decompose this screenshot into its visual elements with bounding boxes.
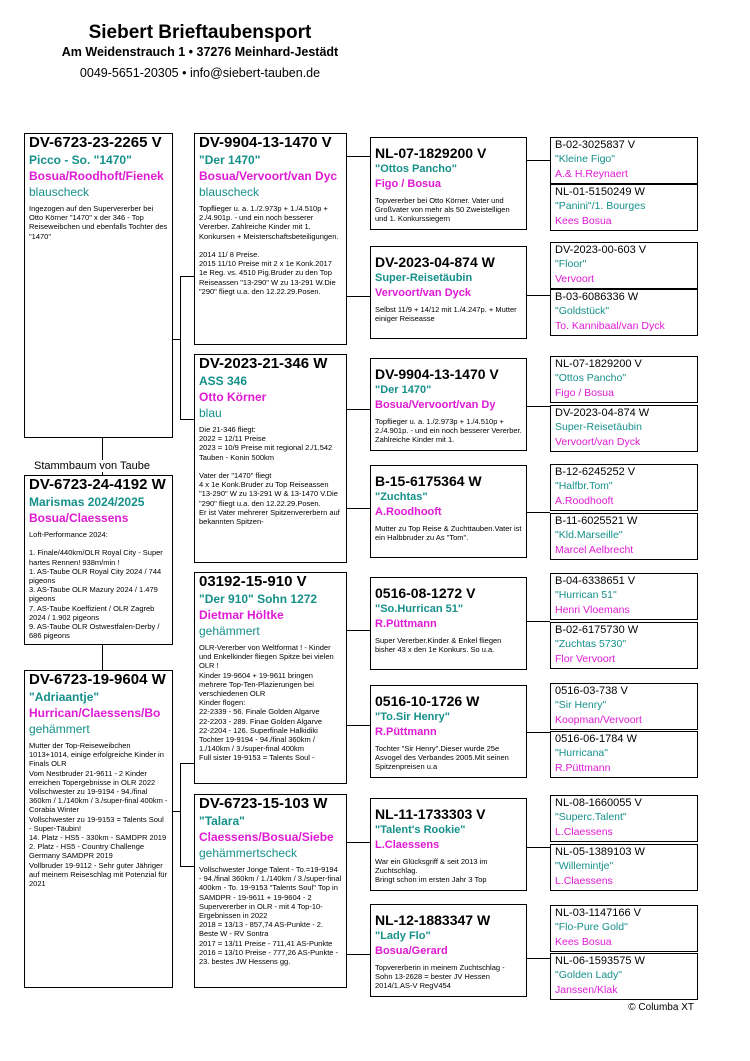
connector-line bbox=[172, 339, 180, 340]
father-card[interactable] bbox=[24, 133, 173, 438]
pigeon-breeder: A.Roodhooft bbox=[555, 495, 614, 507]
pigeon-breeder: L.Claessens bbox=[555, 826, 613, 838]
pigeon-description: Topvererber bei Otto Körner. Vater und Großvater von mehr als 50 Zweistelligen und 1. Konkurssiegern bbox=[375, 196, 510, 223]
pigeon-number: 0516-03-738 V bbox=[555, 685, 628, 697]
connector-line bbox=[180, 763, 194, 764]
grandparent-card[interactable] bbox=[194, 354, 347, 563]
great-grandparent-card[interactable] bbox=[370, 798, 527, 891]
pigeon-name: "Lady Flo" bbox=[375, 930, 431, 942]
pigeon-name: Super-Reisetäubin bbox=[375, 272, 473, 284]
pigeon-breeder: Hurrican/Claessens/Bo bbox=[29, 706, 161, 720]
pigeon-description: Selbst 11/9 + 14/12 mit 1./4.247p. + Mutter einiger Reiseasse bbox=[375, 305, 517, 323]
pigeon-number: B-15-6175364 W bbox=[375, 473, 482, 489]
header-contact: 0049-5651-20305 • info@siebert-tauben.de bbox=[79, 66, 321, 80]
pigeon-description: Mutter zu Top Reise & Zuchttauben.Vater ist ein Halbbruder zu As "Tom". bbox=[375, 524, 522, 542]
pigeon-description: Topflieger u. a. 1./2.973p + 1./4.510p + 2./4.901p. - und ein noch besserer Vererber. Zahlreiche Kinder mit 1. bbox=[375, 417, 522, 444]
pigeon-name: "Adriaantje" bbox=[29, 690, 100, 704]
pigeon-number: DV-2023-04-874 W bbox=[555, 407, 650, 419]
pigeon-number: NL-11-1733303 V bbox=[375, 806, 486, 822]
pigeon-color: blauscheck bbox=[29, 185, 90, 199]
pigeon-number: DV-2023-04-874 W bbox=[375, 254, 495, 270]
grandparent-card[interactable] bbox=[194, 572, 347, 784]
great-grandparent-card[interactable] bbox=[370, 465, 527, 558]
pigeon-name: "Der 1470" bbox=[199, 153, 261, 167]
pigeon-description: Topflieger u. a. 1./2.973p + 1./4.510p + 2./4.901p. - und ein noch besserer Vererber. Zahlreiche Kinder mit 1. Konkursen + Meisterschaftsbeteiligungen. 2014 11/ 8 Preise. 2015 11/10 Preise mit 2 x 1e Konk.2017 1e Reg. vs. 4510 Pig.Bruder zu den Top Reiseassen "13-290" W zu 13-291 W.Die "290" fliegt u.a. den 12.22.29.Posen. bbox=[199, 204, 339, 296]
pigeon-description: War ein Glücksgriff & seit 2013 im Zuchtschlag. Bringt schon im ersten Jahr 3 Top bbox=[375, 857, 488, 884]
connector-line bbox=[346, 725, 370, 726]
pigeon-number: B-03-6086336 W bbox=[555, 291, 639, 303]
pigeon-name: "Talara" bbox=[199, 814, 245, 828]
pigeon-breeder: Bosua/Gerard bbox=[375, 945, 448, 957]
pigeon-description: Mutter der Top-Reiseweibchen 1013+1014, einige erfolgreiche Kinder in Finals OLR Vom Nestbruder 21-9611 - 2 Kinder erreichen Topergebnisse in OLR 2022 Vollschwester zu 19-9194 - 94./final 360km / 1./140km / 3./super-final 400km - Corabia Winter Vollschwester zu 19-9153 = Talents Soul - Super-Täubin! 14. Platz - HS5 - 330km - SAMDPR 2019 2. Platz - HS5 - Country Challenge Germany SAMDPR 2019 Vollbruder 19-9112 - Sehr guter Jähriger auf meinem Reiseschlag mit Potenzial für 2021 bbox=[29, 741, 168, 889]
mother-card[interactable] bbox=[24, 670, 173, 988]
pigeon-breeder: To. Kannibaal/van Dyck bbox=[555, 320, 665, 332]
connector-line bbox=[172, 811, 180, 812]
connector-line bbox=[102, 645, 103, 670]
pigeon-name: "Kld.Marseille" bbox=[555, 529, 623, 541]
great-grandparent-card[interactable] bbox=[370, 358, 527, 451]
pigeon-breeder: Bosua/Vervoort/van Dy bbox=[375, 399, 496, 411]
pigeon-description: Super Vererber.Kinder & Enkel fliegen bisher 43 x den 1e Konkurs. So u.a. bbox=[375, 636, 502, 654]
pigeon-breeder: Kees Bosua bbox=[555, 215, 612, 227]
pigeon-name: "Der 910" Sohn 1272 bbox=[199, 592, 318, 606]
pigeon-description: Loft-Performance 2024: 1. Finale/440km/OLR Royal City - Super hartes Rennen! 938m/min ! 1. AS-Taube OLR Royal City 2024 / 744 pigeons 3. AS-Taube OLR Mazury 2024 / 1.479 pigeons 7. AS-Taube Koeffizient / OLR Zagreb 2024 / 1.902 pigeons 9. AS-Taube OLR Ostwestfalen-Derby / 686 pigeons bbox=[29, 530, 163, 641]
header-title: Siebert Brieftaubensport bbox=[88, 22, 312, 43]
connector-line bbox=[526, 621, 550, 622]
pigeon-breeder: L.Claessens bbox=[375, 839, 440, 851]
pigeon-breeder: R.Püttmann bbox=[555, 762, 611, 774]
pigeon-breeder: Dietmar Höltke bbox=[199, 608, 284, 622]
connector-line bbox=[180, 419, 194, 420]
pigeon-breeder: L.Claessens bbox=[555, 875, 613, 887]
pigeon-number: B-02-3025837 V bbox=[555, 139, 636, 151]
pigeon-name: "So.Hurrican 51" bbox=[375, 603, 464, 615]
grandparent-card[interactable] bbox=[194, 133, 347, 345]
pigeon-breeder: Figo / Bosua bbox=[555, 387, 614, 399]
grandparent-card[interactable] bbox=[194, 794, 347, 988]
connector-line bbox=[346, 296, 370, 297]
connector-line bbox=[526, 958, 550, 959]
pigeon-name: Marismas 2024/2025 bbox=[29, 495, 145, 509]
pigeon-number: NL-08-1660055 V bbox=[555, 797, 642, 809]
connector-line bbox=[526, 406, 550, 407]
subject-card[interactable] bbox=[24, 475, 173, 645]
gen4-card[interactable] bbox=[550, 953, 698, 1000]
gen4-card[interactable] bbox=[550, 289, 698, 336]
pigeon-breeder: Claessens/Bosua/Siebe bbox=[199, 830, 334, 844]
pigeon-description: OLR-Vererber von Weltformat ! - Kinder und Enkelkinder fliegen Spitze bei vielen OLR ! Kinder 19-9604 + 19-9611 bringen mehrere Top-Ten-Plazierungen bei verschiedenen OLR Kinder flogen: 22-2339 - 56. Finale Golden Algarve 22-2203 - 289. Finae Golden Algarve 22-2204 - 126. Superfinale Halkidiki Tochter 19-9194 - 94./final 360km / 1./140km / 3./super-final 400km Full sister 19-9153 = Talents Soul - bbox=[199, 643, 334, 763]
connector-line bbox=[526, 160, 550, 161]
pigeon-color: gehämmert bbox=[199, 624, 260, 638]
gen4-card[interactable] bbox=[550, 356, 698, 403]
connector-line bbox=[346, 508, 370, 509]
gen4-card[interactable] bbox=[550, 905, 698, 952]
pigeon-name: "Kleine Figo" bbox=[555, 153, 615, 165]
pigeon-name: "Zuchtas" bbox=[375, 491, 428, 503]
pigeon-name: Super-Reisetäubin bbox=[555, 421, 642, 433]
pigeon-name: "Sir Henry" bbox=[555, 699, 607, 711]
pigeon-name: "Panini"/1. Bourges bbox=[555, 200, 646, 212]
pigeon-number: NL-12-1883347 W bbox=[375, 912, 491, 928]
pigeon-number: NL-07-1829200 V bbox=[555, 358, 642, 370]
connector-line bbox=[526, 295, 550, 296]
great-grandparent-card[interactable] bbox=[370, 685, 527, 778]
connector-line bbox=[180, 276, 194, 277]
pigeon-number: DV-9904-13-1470 V bbox=[375, 366, 499, 382]
connector-line bbox=[346, 842, 370, 843]
stammbaum-label: Stammbaum von Taube bbox=[34, 460, 150, 472]
pigeon-number: 03192-15-910 V bbox=[199, 573, 307, 590]
pigeon-name: Picco - So. "1470" bbox=[29, 153, 132, 167]
pigeon-number: DV-6723-23-2265 V bbox=[29, 134, 162, 151]
pigeon-name: "Zuchtas 5730" bbox=[555, 638, 627, 650]
gen4-card[interactable] bbox=[550, 137, 698, 184]
pigeon-breeder: Vervoort/van Dyck bbox=[555, 436, 641, 448]
pigeon-name: "Hurrican 51" bbox=[555, 589, 617, 601]
great-grandparent-card[interactable] bbox=[370, 137, 527, 230]
pigeon-description: Tochter "Sir Henry".Dieser wurde 25e Asvogel des Verbandes 2005.Mit seinen Spitzenpreisen u.a bbox=[375, 744, 509, 771]
connector-line bbox=[180, 276, 181, 419]
connector-line bbox=[180, 866, 194, 867]
pigeon-breeder: Bosua/Vervoort/van Dyc bbox=[199, 169, 338, 183]
pigeon-number: B-11-6025521 W bbox=[555, 515, 638, 527]
pigeon-number: B-04-6338651 V bbox=[555, 575, 636, 587]
pigeon-breeder: Vervoort/van Dyck bbox=[375, 287, 471, 299]
connector-line bbox=[346, 409, 370, 410]
gen4-card[interactable] bbox=[550, 573, 698, 620]
pigeon-breeder: Flor Vervoort bbox=[555, 653, 616, 665]
connector-line bbox=[526, 847, 550, 848]
pigeon-description: Ingezogen auf den Supervererber bei Otto Körner "1470" x der 346 - Top Reiseweibchen und ebenfalls Tochter des "1470" bbox=[29, 204, 168, 241]
pigeon-name: "Willemintje" bbox=[555, 860, 614, 872]
pigeon-breeder: Kees Bosua bbox=[555, 936, 612, 948]
pigeon-breeder: R.Püttmann bbox=[375, 618, 437, 630]
gen4-card[interactable] bbox=[550, 513, 698, 560]
pigeon-name: "Halfbr.Tom" bbox=[555, 480, 613, 492]
pigeon-name: "Goldstück" bbox=[555, 305, 610, 317]
connector-line bbox=[526, 512, 550, 513]
gen4-card[interactable] bbox=[550, 683, 698, 730]
pigeon-name: "Golden Lady" bbox=[555, 969, 622, 981]
pigeon-description: Die 21-346 fliegt: 2022 = 12/11 Preise 2023 = 10/9 Preise mit regional 2./1.542 Tauben - Konin 500km Vater der "1470" fliegt 4 x 1e Konk.Bruder zu Top Reiseassen "13-290" W zu 13-291 W & 13-1470 V.Die "290" fliegt u.a. den 12.22.29.Posen. Er ist Vater mehrerer Spitzenvererbern auf bekannten Spitzen- bbox=[199, 425, 340, 527]
connector-line bbox=[526, 732, 550, 733]
pigeon-name: "Der 1470" bbox=[375, 384, 432, 396]
pigeon-breeder: Henri Vloemans bbox=[555, 604, 630, 616]
pigeon-number: DV-2023-00-603 V bbox=[555, 244, 647, 256]
pigeon-name: "Floor" bbox=[555, 258, 587, 270]
pigeon-breeder: Vervoort bbox=[555, 273, 595, 285]
gen4-card[interactable] bbox=[550, 242, 698, 289]
pigeon-number: B-12-6245252 V bbox=[555, 466, 636, 478]
pigeon-breeder: Otto Körner bbox=[199, 390, 267, 404]
pigeon-breeder: Koopman/Vervoort bbox=[555, 714, 642, 726]
pigeon-number: NL-03-1147166 V bbox=[555, 907, 642, 919]
pigeon-color: gehämmert bbox=[29, 722, 90, 736]
pigeon-number: NL-05-1389103 W bbox=[555, 846, 645, 858]
pigeon-number: NL-06-1593575 W bbox=[555, 955, 645, 967]
connector-line bbox=[180, 763, 181, 866]
great-grandparent-card[interactable] bbox=[370, 246, 527, 339]
pigeon-description: Topvererberin in meinem Zuchtschlag - Sohn 13-2628 = bester JV Hessen 2014/1.AS-V RegV454 bbox=[375, 963, 505, 990]
pigeon-number: DV-6723-24-4192 W bbox=[29, 476, 166, 493]
pigeon-breeder: A.& H.Reynaert bbox=[555, 168, 628, 180]
gen4-card[interactable] bbox=[550, 184, 698, 231]
pigeon-name: ASS 346 bbox=[199, 374, 248, 388]
pigeon-number: DV-6723-19-9604 W bbox=[29, 671, 166, 688]
pigeon-name: "Ottos Pancho" bbox=[375, 163, 457, 175]
gen4-card[interactable] bbox=[550, 622, 698, 669]
connector-line bbox=[346, 954, 370, 955]
copyright: © Columba XT bbox=[628, 1002, 694, 1013]
pigeon-name: "Superc.Talent" bbox=[555, 811, 627, 823]
pigeon-color: blau bbox=[199, 406, 222, 420]
pigeon-name: "Flo-Pure Gold" bbox=[555, 921, 628, 933]
great-grandparent-card[interactable] bbox=[370, 904, 527, 997]
pigeon-breeder: A.Roodhooft bbox=[375, 506, 442, 518]
gen4-card[interactable] bbox=[550, 405, 698, 452]
pigeon-number: NL-01-5150249 W bbox=[555, 186, 645, 198]
pigeon-number: 0516-08-1272 V bbox=[375, 585, 476, 601]
header-address: Am Weidenstrauch 1 • 37276 Meinhard-Jestädt bbox=[61, 45, 339, 59]
pigeon-number: NL-07-1829200 V bbox=[375, 145, 487, 161]
pigeon-name: "To.Sir Henry" bbox=[375, 711, 451, 723]
pigeon-breeder: Janssen/Klak bbox=[555, 984, 618, 996]
pigeon-breeder: Marcel Aelbrecht bbox=[555, 544, 634, 556]
pigeon-name: "Talent's Rookie" bbox=[375, 824, 466, 836]
pigeon-number: DV-9904-13-1470 V bbox=[199, 134, 332, 151]
pigeon-number: 0516-06-1784 W bbox=[555, 733, 637, 745]
pigeon-name: "Hurricana" bbox=[555, 747, 608, 759]
pigeon-number: DV-6723-15-103 W bbox=[199, 795, 328, 812]
pigeon-breeder: Bosua/Roodhoft/Fienek bbox=[29, 169, 164, 183]
connector-line bbox=[346, 156, 370, 157]
gen4-card[interactable] bbox=[550, 795, 698, 842]
pigeon-breeder: R.Püttmann bbox=[375, 726, 437, 738]
pigeon-breeder: Figo / Bosua bbox=[375, 178, 441, 190]
pigeon-number: B-02-6175730 W bbox=[555, 624, 639, 636]
pigeon-color: gehämmertscheck bbox=[199, 846, 298, 860]
pigeon-description: Vollschwester Jonge Talent - To.=19-9194 - 94./final 360km / 1./140km / 3./super-final 400km - To. 19-9153 "Talents Soul" Top in SAMDPR - 19-9611 + 19-9604 - 2 Supervererber in OLR - mit 4 Top-10-Ergebnissen in 2022 2018 = 13/13 - 857,74 AS-Punkte - 2. Beste W - RV Sontra 2017 = 13/11 Preise - 711,41 AS-Punkte 2016 = 13/10 Preise - 777,26 AS-Punkte - 23. bestes JW Hessens gg. bbox=[199, 865, 342, 967]
pigeon-breeder: Bosua/Claessens bbox=[29, 511, 129, 525]
pigeon-color: blauscheck bbox=[199, 185, 260, 199]
gen4-card[interactable] bbox=[550, 731, 698, 778]
gen4-card[interactable] bbox=[550, 844, 698, 891]
great-grandparent-card[interactable] bbox=[370, 577, 527, 670]
pigeon-number: 0516-10-1726 W bbox=[375, 693, 480, 709]
gen4-card[interactable] bbox=[550, 464, 698, 511]
pigeon-name: "Ottos Pancho" bbox=[555, 372, 627, 384]
connector-line bbox=[346, 630, 370, 631]
pigeon-number: DV-2023-21-346 W bbox=[199, 355, 328, 372]
